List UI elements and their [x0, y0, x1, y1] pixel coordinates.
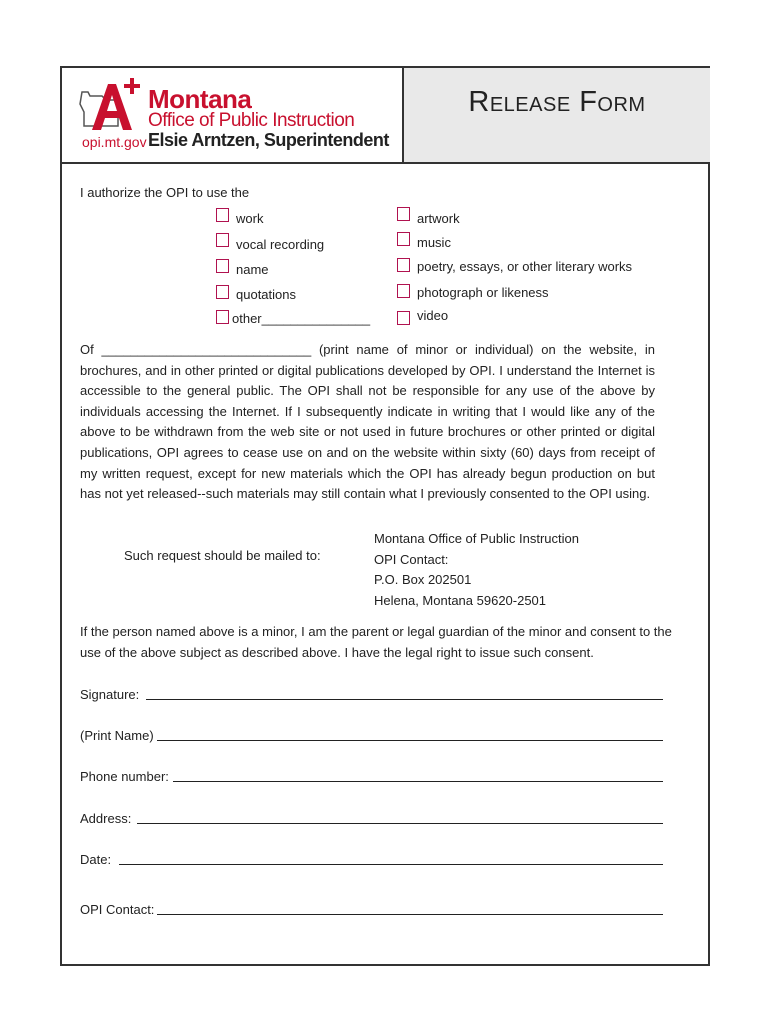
signature-label: Signature:	[80, 687, 140, 702]
montana-logo-icon	[78, 76, 148, 138]
checkbox-artwork[interactable]	[397, 207, 410, 221]
opi-contact-label: OPI Contact:	[80, 902, 155, 917]
address-field[interactable]	[137, 823, 663, 824]
print-name-field[interactable]	[157, 740, 663, 741]
checkbox-work[interactable]	[216, 208, 229, 222]
opi-contact-field[interactable]	[157, 914, 663, 915]
option-label-vocal-recording: vocal recording	[236, 237, 325, 252]
authorize-text: I authorize the OPI to use the	[80, 185, 250, 200]
title-panel	[404, 68, 710, 164]
option-label-quotations: quotations	[236, 287, 296, 302]
option-label-music: music	[417, 235, 451, 250]
mail-address-line: P.O. Box 202501	[374, 572, 472, 587]
page-title: Release Form	[468, 86, 646, 118]
checkbox-other[interactable]	[216, 310, 229, 324]
print-name-label: (Print Name)	[80, 728, 154, 743]
checkbox-vocal-recording[interactable]	[216, 233, 229, 247]
mail-address-line: Helena, Montana 59620-2501	[374, 593, 547, 608]
date-field[interactable]	[119, 864, 663, 865]
checkbox-quotations[interactable]	[216, 285, 229, 299]
checkbox-name[interactable]	[216, 259, 229, 273]
mail-address-line: Montana Office of Public Instruction	[374, 531, 579, 546]
org-subtitle: Office of Public Instruction	[148, 110, 355, 131]
option-label-poetry: poetry, essays, or other literary works	[417, 259, 633, 274]
org-url: opi.mt.gov	[82, 134, 147, 150]
option-label-video: video	[417, 308, 449, 323]
checkbox-poetry[interactable]	[397, 258, 410, 272]
header-logo-panel	[62, 68, 404, 164]
checkbox-music[interactable]	[397, 232, 410, 246]
org-name: Montana	[148, 84, 252, 114]
option-label-artwork: artwork	[417, 211, 460, 226]
option-label-other: other_______________	[232, 311, 371, 326]
consent-paragraph: Of _____________________________ (print name of minor or individual) on the website, in brochures, and in other printed or digital publications developed by OPI. I understand the Internet is accessible to the general public. The OPI shall not be responsible for any use of the above by individuals accessing the Internet. If I subsequently indicate in writing that I would like any of the above to be withdrawn from the web site or not used in future brochures or other printed or digital publications, OPI agrees to cease use on and on the website within sixty (60) days from receipt of my written request, except for new materials which the OPI has already begun production on but has not yet released--such materials may still contain what I previously consented to the OPI using.	[80, 342, 655, 502]
option-label-work: work	[236, 211, 264, 226]
date-label: Date:	[80, 852, 112, 867]
option-label-name: name	[236, 262, 269, 277]
checkbox-photograph[interactable]	[397, 284, 410, 298]
phone-field[interactable]	[173, 781, 663, 782]
option-label-photograph: photograph or likeness	[417, 285, 549, 300]
mail-label: Such request should be mailed to:	[124, 548, 321, 563]
form-frame	[60, 66, 710, 966]
guardian-paragraph: If the person named above is a minor, I am the parent or legal guardian of the minor and consent to the use of the above subject as described above. I have the legal right to issue such consent.	[80, 624, 672, 660]
phone-label: Phone number:	[80, 769, 169, 784]
mail-address-line: OPI Contact:	[374, 552, 449, 567]
address-label: Address:	[80, 811, 132, 826]
checkbox-video[interactable]	[397, 311, 410, 325]
superintendent-name: Elsie Arntzen, Superintendent	[148, 130, 389, 150]
signature-field[interactable]	[146, 699, 663, 700]
